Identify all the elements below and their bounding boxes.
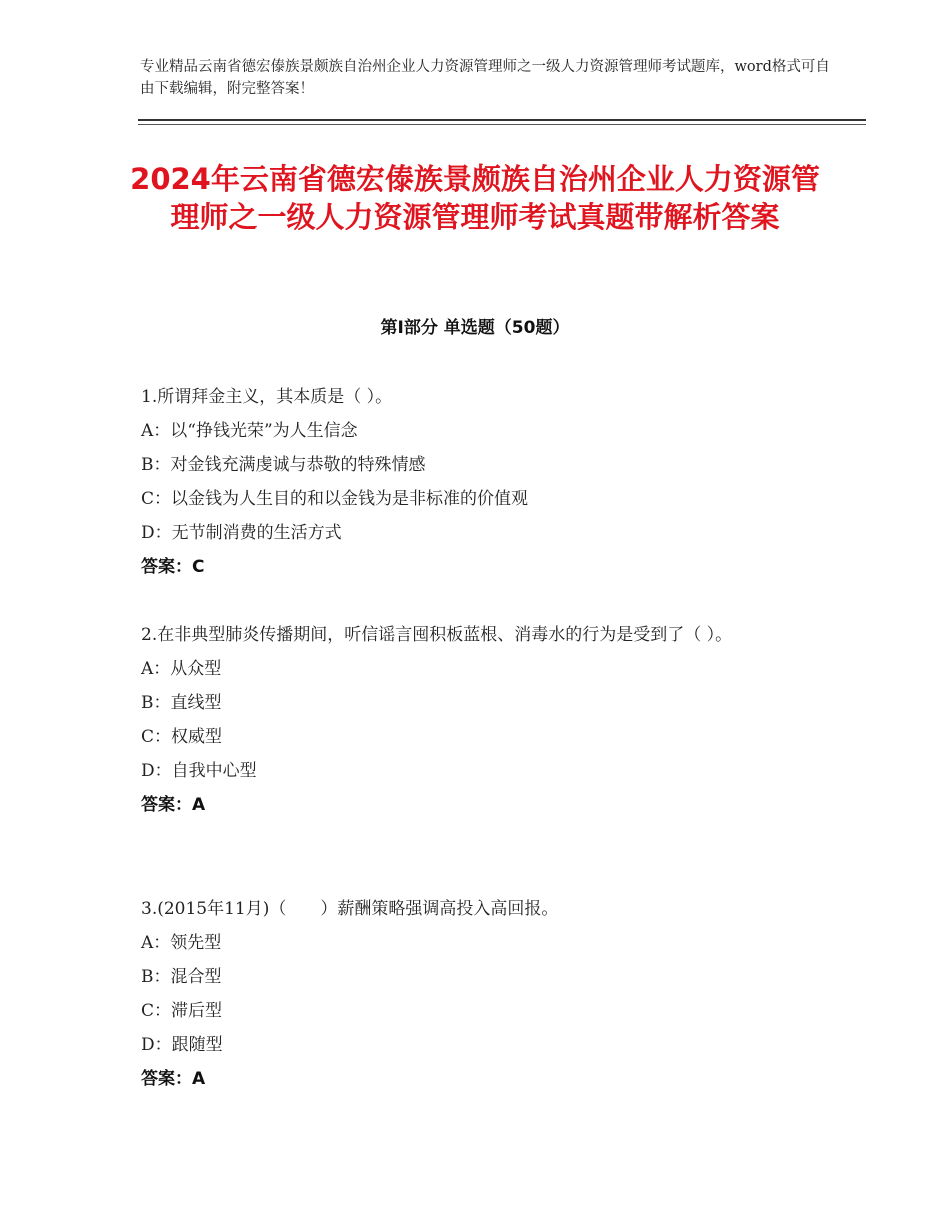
option-c: C：滞后型 [141, 1001, 223, 1021]
question-stem: 1.所谓拜金主义，其本质是（ ）。 [141, 387, 393, 407]
option-b: B：混合型 [141, 967, 222, 987]
option-b: B：对金钱充满虔诚与恭敬的特殊情感 [141, 455, 426, 475]
answer: 答案：A [141, 795, 206, 815]
header-note: 专业精品云南省德宏傣族景颇族自治州企业人力资源管理师之一级人力资源管理师考试题库，word格式可自由下载编辑，附完整答案！ [140, 59, 830, 97]
question-3 [141, 892, 811, 1096]
question-stem: 2.在非典型肺炎传播期间，听信谣言囤积板蓝根、消毒水的行为是受到了（ ）。 [141, 625, 733, 645]
option-c: C：以金钱为人生目的和以金钱为是非标准的价值观 [141, 489, 529, 509]
option-a: A：领先型 [141, 933, 222, 953]
option-d: D：跟随型 [141, 1035, 223, 1055]
option-a: A：以“挣钱光荣”为人生信念 [141, 421, 358, 441]
answer: 答案：A [141, 1069, 206, 1089]
answer: 答案：C [141, 557, 205, 577]
option-c: C：权威型 [141, 727, 223, 747]
section-title: 第Ⅰ部分 单选题（50题） [380, 318, 570, 338]
document-title: 2024年云南省德宏傣族景颇族自治州企业人力资源管理师之一级人力资源管理师考试真题带解析答案 [130, 162, 820, 234]
question-2 [141, 618, 811, 822]
header-divider-thick [138, 119, 866, 121]
option-a: A：从众型 [141, 659, 222, 679]
header-divider-thin [138, 124, 866, 125]
question-stem: 3.(2015年11月)（ ）薪酬策略强调高投入高回报。 [141, 899, 559, 919]
option-d: D：自我中心型 [141, 761, 257, 781]
option-d: D：无节制消费的生活方式 [141, 523, 342, 543]
question-1 [141, 380, 811, 584]
option-b: B：直线型 [141, 693, 222, 713]
